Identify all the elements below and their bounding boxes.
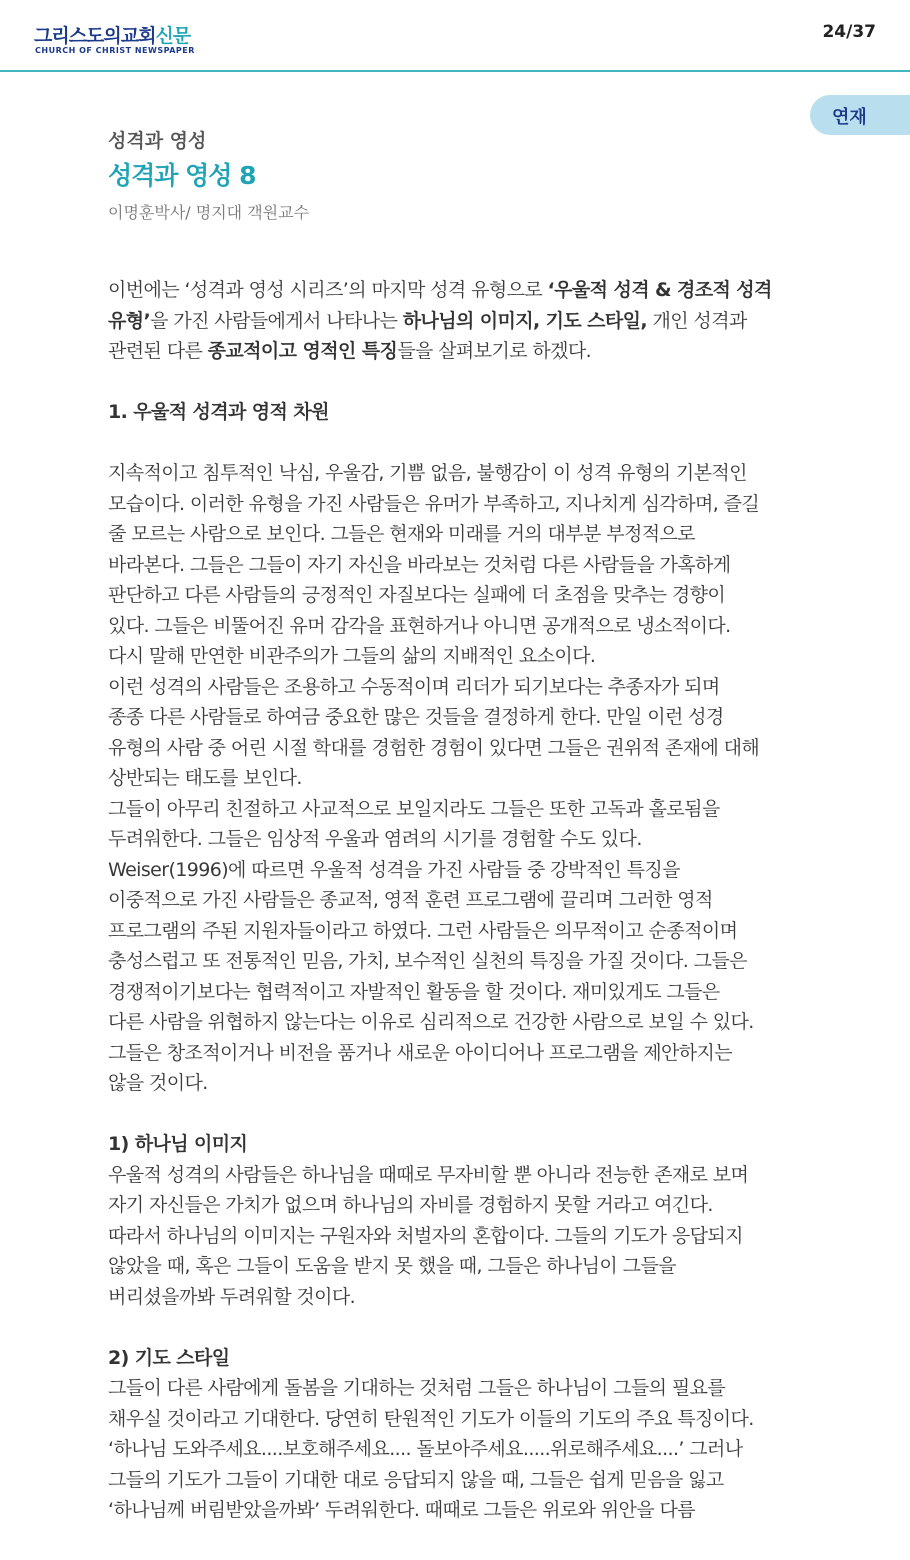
text-line: 줄 모르는 사람으로 보인다. 그들은 현재와 미래를 거의 대부분 부정적으로 xyxy=(108,523,696,545)
text-line: 않을 것이다. xyxy=(108,1072,208,1094)
article-title: 성격과 영성 8 xyxy=(108,161,256,190)
text-line: 이중적으로 가진 사람들은 종교적, 영적 훈련 프로그램에 끌리며 그러한 영적 xyxy=(108,889,713,911)
text-span: 개인 성격과 xyxy=(647,309,747,332)
spacer xyxy=(108,1099,814,1130)
article-body xyxy=(108,275,814,1526)
text-line: 있다. 그들은 비뚤어진 유머 감각을 표현하거나 아니면 공개적으로 냉소적이다. xyxy=(108,614,731,637)
logo-text-accent: 신문 xyxy=(155,25,191,47)
article-category: 성격과 영성 xyxy=(108,130,207,152)
text-line: 버리셨을까봐 두려워할 것이다. xyxy=(108,1285,356,1308)
page-number: 24/37 xyxy=(822,22,876,42)
text-line: 우울적 성격의 사람들은 하나님을 때때로 무자비할 뿐 아니라 전능한 존재로 보며 xyxy=(108,1163,749,1186)
text-line: 모습이다. 이러한 유형을 가진 사람들은 유머가 부족하고, 지나치게 심각하며, 즐길 xyxy=(108,492,760,515)
text-line: 다른 사람을 위협하지 않는다는 이유로 심리적으로 건강한 사람으로 보일 수 있다. xyxy=(108,1011,754,1033)
bold-text: 하나님의 이미지, 기도 스타일, xyxy=(402,309,648,332)
text-line: 자기 자신들은 가치가 없으며 하나님의 자비를 경험하지 못할 거라고 여긴다. xyxy=(108,1194,713,1216)
bold-text: 유형’ xyxy=(108,309,151,332)
intro-line-3 xyxy=(108,336,814,367)
text-line: 충성스럽고 또 전통적인 믿음, 가치, 보수적인 실천의 특징을 가질 것이다. 그들은 xyxy=(108,950,747,972)
text-span: 을 가진 사람들에게서 나타나는 xyxy=(150,309,403,332)
spacer xyxy=(108,367,814,398)
subsection-heading: 1) 하나님 이미지 xyxy=(108,1133,248,1155)
text-line: ‘하나님께 버림받았을까봐’ 두려워한다. 때때로 그들은 위로와 위안을 다름 xyxy=(108,1499,696,1521)
series-tag xyxy=(810,95,910,135)
logo-text-main: 그리스도의교회 xyxy=(34,25,156,47)
text-line: 그들이 다른 사람에게 돌봄을 기대하는 것처럼 그들은 하나님이 그들의 필요를 xyxy=(108,1377,726,1399)
logo-subtitle: CHURCH OF CHRIST NEWSPAPER xyxy=(35,46,195,55)
subsection-heading: 2) 기도 스타일 xyxy=(108,1346,230,1369)
series-tag-label: 연재 xyxy=(832,107,867,128)
text-line: 이런 성격의 사람들은 조용하고 수동적이며 리더가 되기보다는 추종자가 되며 xyxy=(108,675,720,698)
text-line: 종종 다른 사람들로 하여금 중요한 많은 것들을 결정하게 한다. 만일 이런 성경 xyxy=(108,706,724,728)
text-line: 다시 말해 만연한 비관주의가 그들의 삶의 지배적인 요소이다. xyxy=(108,645,596,667)
section-heading: 1. 우울적 성격과 영적 차원 xyxy=(108,401,329,423)
article-author: 이명훈박사/ 명지대 객원교수 xyxy=(108,203,310,222)
text-line: 그들의 기도가 그들이 기대한 대로 응답되지 않을 때, 그들은 쉽게 믿음을 잃고 xyxy=(108,1468,724,1491)
subsection-paragraph xyxy=(108,1373,814,1526)
text-line: 그들은 창조적이거나 비전을 품거나 새로운 아이디어나 프로그램을 제안하지는 xyxy=(108,1041,732,1064)
text-line: ‘하나님 도와주세요....보호해주세요.... 돌보아주세요.....위로해주세요....’ 그러나 xyxy=(108,1438,743,1460)
text-span: 들을 살펴보기로 하겠다. xyxy=(397,340,592,362)
text-line: 바라본다. 그들은 그들이 자기 자신을 바라보는 것처럼 다른 사람들을 가혹하게 xyxy=(108,553,731,576)
text-line: 프로그램의 주된 지원자들이라고 하였다. 그런 사람들은 의무적이고 순종적이며 xyxy=(108,919,738,942)
text-line: 경쟁적이기보다는 협력적이고 자발적인 활동을 할 것이다. 재미있게도 그들은 xyxy=(108,980,720,1003)
spacer xyxy=(108,1312,814,1343)
text-line: 채우실 것이라고 기대한다. 당연히 탄원적인 기도가 이들의 기도의 주요 특징이다. xyxy=(108,1407,754,1430)
section-paragraph xyxy=(108,458,814,1099)
newspaper-header xyxy=(0,0,910,72)
bold-text: ‘우울적 성격 & 경조적 성격 xyxy=(547,279,772,301)
text-line: 두려워한다. 그들은 임상적 우울과 염려의 시기를 경험할 수도 있다. xyxy=(108,828,642,850)
text-span: 관련된 다른 xyxy=(108,340,208,362)
text-line: Weiser(1996)에 따르면 우울적 성격을 가진 사람들 중 강박적인 특징을 xyxy=(108,858,680,881)
subsection-paragraph xyxy=(108,1160,814,1313)
text-line: 판단하고 다른 사람들의 긍정적인 자질보다는 실패에 더 초점을 맞추는 경향이 xyxy=(108,584,726,606)
text-line: 따라서 하나님의 이미지는 구원자와 처벌자의 혼합이다. 그들의 기도가 응답되지 xyxy=(108,1224,743,1247)
text-line: 않았을 때, 혹은 그들이 도움을 받지 못 했을 때, 그들은 하나님이 그들을 xyxy=(108,1255,676,1277)
text-line: 상반되는 태도를 보인다. xyxy=(108,767,302,789)
intro-line-2 xyxy=(108,306,814,337)
newspaper-logo[interactable] xyxy=(34,21,190,48)
text-line: 유형의 사람 중 어린 시절 학대를 경험한 경험이 있다면 그들은 권위적 존재에 대해 xyxy=(108,736,760,759)
text-line: 지속적이고 침투적인 낙심, 우울감, 기쁨 없음, 불행감이 이 성격 유형의 기본적인 xyxy=(108,462,747,484)
text-span: 이번에는 ‘성격과 영성 시리즈’의 마지막 성격 유형으로 xyxy=(108,279,548,301)
spacer xyxy=(108,428,814,459)
bold-text: 종교적이고 영적인 특징 xyxy=(207,340,398,362)
intro-line-1 xyxy=(108,275,814,306)
text-line: 그들이 아무리 친절하고 사교적으로 보일지라도 그들은 또한 고독과 홀로됨을 xyxy=(108,797,720,820)
